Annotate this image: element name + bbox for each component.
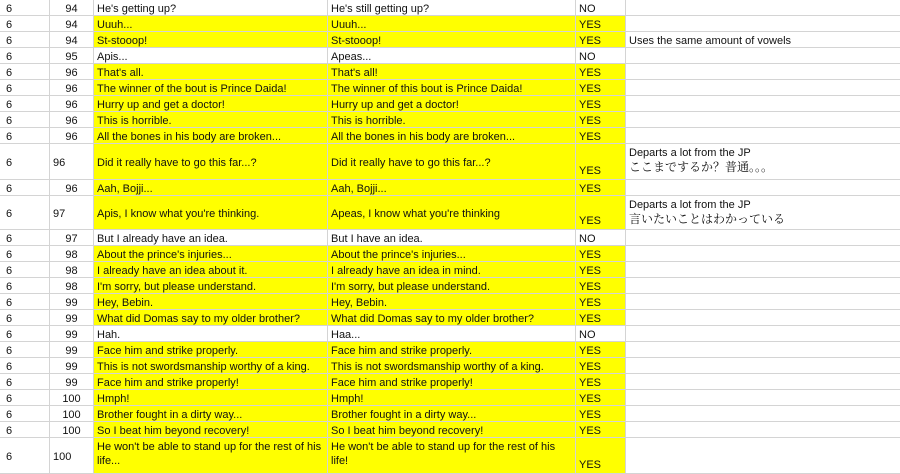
cell-revised-text[interactable]: St-stooop! [328, 32, 576, 47]
cell-episode[interactable]: 6 [0, 422, 50, 437]
cell-original-text[interactable]: Hey, Bebin. [94, 294, 328, 309]
cell-page[interactable]: 96 [50, 144, 94, 179]
cell-original-text[interactable]: Apis, I know what you're thinking. [94, 196, 328, 229]
cell-original-text[interactable]: That's all. [94, 64, 328, 79]
cell-episode[interactable]: 6 [0, 390, 50, 405]
cell-notes[interactable] [626, 406, 900, 421]
cell-original-text[interactable]: The winner of the bout is Prince Daida! [94, 80, 328, 95]
cell-page[interactable]: 98 [50, 262, 94, 277]
cell-page[interactable]: 96 [50, 180, 94, 195]
cell-match-flag[interactable]: YES [576, 374, 626, 389]
cell-notes[interactable] [626, 278, 900, 293]
sheet-row [0, 48, 900, 64]
cell-episode[interactable]: 6 [0, 310, 50, 325]
cell-revised-text[interactable]: He won't be able to stand up for the rest of his life! [328, 438, 576, 473]
sheet-row [0, 80, 900, 96]
cell-notes[interactable] [626, 294, 900, 309]
cell-episode[interactable]: 6 [0, 438, 50, 473]
note-line-jp: ここまでするか？普通。。。 [629, 160, 774, 174]
cell-match-flag[interactable]: YES [576, 246, 626, 261]
cell-match-flag[interactable]: YES [576, 96, 626, 111]
cell-page[interactable]: 100 [50, 390, 94, 405]
cell-episode[interactable]: 6 [0, 294, 50, 309]
cell-revised-text[interactable]: Aah, Bojji... [328, 180, 576, 195]
sheet-row [0, 0, 900, 16]
cell-original-text[interactable]: All the bones in his body are broken... [94, 128, 328, 143]
cell-notes[interactable] [626, 180, 900, 195]
cell-match-flag[interactable]: YES [576, 342, 626, 357]
cell-revised-text[interactable]: The winner of this bout is Prince Daida! [328, 80, 576, 95]
cell-episode[interactable]: 6 [0, 246, 50, 261]
cell-notes[interactable] [626, 196, 900, 229]
cell-match-flag[interactable]: NO [576, 48, 626, 63]
cell-match-flag[interactable]: YES [576, 310, 626, 325]
note-line: Departs a lot from the JP [629, 147, 751, 159]
cell-episode[interactable]: 6 [0, 278, 50, 293]
cell-notes[interactable] [626, 144, 900, 179]
cell-notes[interactable] [626, 310, 900, 325]
sheet-row [0, 358, 900, 374]
cell-match-flag[interactable]: YES [576, 438, 626, 473]
cell-notes[interactable] [626, 96, 900, 111]
cell-match-flag[interactable]: YES [576, 32, 626, 47]
sheet-row [0, 262, 900, 278]
cell-episode[interactable]: 6 [0, 64, 50, 79]
cell-revised-text[interactable]: Apeas, I know what you're thinking [328, 196, 576, 229]
cell-original-text[interactable]: But I already have an idea. [94, 230, 328, 245]
cell-episode[interactable]: 6 [0, 406, 50, 421]
cell-episode[interactable]: 6 [0, 112, 50, 127]
sheet-row [0, 230, 900, 246]
cell-episode[interactable]: 6 [0, 262, 50, 277]
sheet-row [0, 64, 900, 80]
cell-notes[interactable] [626, 374, 900, 389]
cell-revised-text[interactable]: He's still getting up? [328, 0, 576, 15]
cell-original-text[interactable]: I'm sorry, but please understand. [94, 278, 328, 293]
cell-original-text[interactable]: This is horrible. [94, 112, 328, 127]
sheet-row [0, 294, 900, 310]
cell-notes[interactable] [626, 342, 900, 357]
cell-match-flag[interactable]: YES [576, 406, 626, 421]
cell-episode[interactable]: 6 [0, 80, 50, 95]
cell-original-text[interactable]: He won't be able to stand up for the rest of his life... [94, 438, 328, 473]
cell-page[interactable]: 98 [50, 278, 94, 293]
cell-original-text[interactable]: This is not swordsmanship worthy of a king. [94, 358, 328, 373]
cell-revised-text[interactable]: So I beat him beyond recovery! [328, 422, 576, 437]
cell-revised-text[interactable]: What did Domas say to my older brother? [328, 310, 576, 325]
cell-notes[interactable] [626, 358, 900, 373]
sheet-row [0, 422, 900, 438]
cell-match-flag[interactable]: YES [576, 112, 626, 127]
cell-page[interactable]: 96 [50, 112, 94, 127]
sheet-row [0, 438, 900, 474]
cell-notes[interactable] [626, 112, 900, 127]
sheet-row [0, 342, 900, 358]
sheet-row [0, 310, 900, 326]
cell-match-flag[interactable]: YES [576, 16, 626, 31]
cell-original-text[interactable]: Face him and strike properly! [94, 374, 328, 389]
cell-page[interactable]: 95 [50, 48, 94, 63]
sheet-row [0, 96, 900, 112]
cell-original-text[interactable]: Hah. [94, 326, 328, 341]
sheet-row [0, 374, 900, 390]
cell-page[interactable]: 97 [50, 230, 94, 245]
cell-page[interactable]: 94 [50, 16, 94, 31]
cell-original-text[interactable]: Aah, Bojji... [94, 180, 328, 195]
cell-original-text[interactable]: Brother fought in a dirty way... [94, 406, 328, 421]
cell-original-text[interactable]: Hmph! [94, 390, 328, 405]
cell-notes[interactable] [626, 0, 900, 15]
sheet-row [0, 278, 900, 294]
cell-episode[interactable]: 6 [0, 342, 50, 357]
sheet-row [0, 112, 900, 128]
cell-episode[interactable]: 6 [0, 230, 50, 245]
cell-original-text[interactable]: I already have an idea about it. [94, 262, 328, 277]
cell-page[interactable]: 98 [50, 246, 94, 261]
sheet-row [0, 32, 900, 48]
cell-match-flag[interactable]: YES [576, 422, 626, 437]
cell-original-text[interactable]: About the prince's injuries... [94, 246, 328, 261]
cell-match-flag[interactable]: YES [576, 294, 626, 309]
cell-notes[interactable] [626, 326, 900, 341]
cell-original-text[interactable]: Hurry up and get a doctor! [94, 96, 328, 111]
cell-page[interactable]: 100 [50, 406, 94, 421]
cell-match-flag[interactable]: YES [576, 262, 626, 277]
cell-episode[interactable]: 6 [0, 48, 50, 63]
cell-notes[interactable] [626, 64, 900, 79]
sheet-row [0, 390, 900, 406]
cell-page[interactable]: 96 [50, 128, 94, 143]
cell-revised-text[interactable]: Did it really have to go this far...? [328, 144, 576, 179]
cell-revised-text[interactable]: This is horrible. [328, 112, 576, 127]
cell-revised-text[interactable]: But I have an idea. [328, 230, 576, 245]
cell-episode[interactable]: 6 [0, 196, 50, 229]
cell-revised-text[interactable]: Hmph! [328, 390, 576, 405]
cell-page[interactable]: 99 [50, 326, 94, 341]
cell-revised-text[interactable]: That's all! [328, 64, 576, 79]
cell-revised-text[interactable]: About the prince's injuries... [328, 246, 576, 261]
cell-revised-text[interactable]: I'm sorry, but please understand. [328, 278, 576, 293]
cell-notes[interactable] [626, 438, 900, 473]
cell-original-text[interactable]: Face him and strike properly. [94, 342, 328, 357]
cell-page[interactable]: 99 [50, 374, 94, 389]
cell-original-text[interactable]: Apis... [94, 48, 328, 63]
cell-revised-text[interactable]: This is not swordsmanship worthy of a king. [328, 358, 576, 373]
cell-match-flag[interactable]: NO [576, 326, 626, 341]
sheet-row [0, 196, 900, 230]
cell-match-flag[interactable]: YES [576, 80, 626, 95]
cell-revised-text[interactable]: I already have an idea in mind. [328, 262, 576, 277]
cell-revised-text[interactable]: Face him and strike properly! [328, 374, 576, 389]
cell-match-flag[interactable]: YES [576, 128, 626, 143]
sheet-row [0, 180, 900, 196]
cell-page[interactable]: 96 [50, 80, 94, 95]
cell-match-flag[interactable]: YES [576, 144, 626, 179]
cell-match-flag[interactable]: YES [576, 358, 626, 373]
cell-episode[interactable]: 6 [0, 16, 50, 31]
cell-notes[interactable] [626, 422, 900, 437]
cell-revised-text[interactable]: Uuuh... [328, 16, 576, 31]
cell-page[interactable]: 99 [50, 294, 94, 309]
cell-notes[interactable] [626, 16, 900, 31]
cell-page[interactable]: 99 [50, 358, 94, 373]
cell-page[interactable]: 97 [50, 196, 94, 229]
cell-match-flag[interactable]: YES [576, 278, 626, 293]
cell-match-flag[interactable]: YES [576, 390, 626, 405]
cell-notes[interactable] [626, 48, 900, 63]
cell-notes[interactable] [626, 230, 900, 245]
cell-page[interactable]: 99 [50, 310, 94, 325]
cell-original-text[interactable]: Uuuh... [94, 16, 328, 31]
sheet-row [0, 16, 900, 32]
cell-episode[interactable]: 6 [0, 374, 50, 389]
cell-episode[interactable]: 6 [0, 144, 50, 179]
cell-page[interactable]: 99 [50, 342, 94, 357]
cell-notes[interactable]: Uses the same amount of vowels [629, 35, 792, 47]
cell-page[interactable]: 96 [50, 64, 94, 79]
cell-original-text[interactable]: What did Domas say to my older brother? [94, 310, 328, 325]
cell-page[interactable]: 94 [50, 32, 94, 47]
cell-episode[interactable]: 6 [0, 0, 50, 15]
sheet-row [0, 246, 900, 262]
cell-original-text[interactable]: He's getting up? [94, 0, 328, 15]
cell-original-text[interactable]: So I beat him beyond recovery! [94, 422, 328, 437]
cell-page[interactable]: 100 [50, 422, 94, 437]
cell-revised-text[interactable]: Hey, Bebin. [328, 294, 576, 309]
cell-revised-text[interactable]: Apeas... [328, 48, 576, 63]
cell-revised-text[interactable]: Haa... [328, 326, 576, 341]
cell-original-text[interactable]: St-stooop! [94, 32, 328, 47]
cell-match-flag[interactable]: YES [576, 196, 626, 229]
cell-notes[interactable] [626, 80, 900, 95]
cell-match-flag[interactable]: YES [576, 64, 626, 79]
cell-match-flag[interactable]: NO [576, 230, 626, 245]
cell-revised-text[interactable]: All the bones in his body are broken... [328, 128, 576, 143]
cell-notes[interactable] [626, 128, 900, 143]
cell-page[interactable]: 100 [50, 438, 94, 473]
note-line-jp: 言いたいことはわかっている [629, 212, 786, 226]
cell-revised-text[interactable]: Face him and strike properly. [328, 342, 576, 357]
cell-episode[interactable]: 6 [0, 180, 50, 195]
sheet-row [0, 128, 900, 144]
cell-notes[interactable] [626, 246, 900, 261]
cell-episode[interactable]: 6 [0, 326, 50, 341]
cell-match-flag[interactable]: YES [576, 180, 626, 195]
cell-revised-text[interactable]: Hurry up and get a doctor! [328, 96, 576, 111]
note-line: Departs a lot from the JP [629, 199, 751, 211]
cell-notes[interactable] [626, 390, 900, 405]
cell-match-flag[interactable]: NO [576, 0, 626, 15]
cell-page[interactable]: 94 [50, 0, 94, 15]
sheet-row [0, 406, 900, 422]
sheet-row [0, 144, 900, 180]
cell-page[interactable]: 96 [50, 96, 94, 111]
cell-original-text[interactable]: Did it really have to go this far...? [94, 144, 328, 179]
cell-notes[interactable] [626, 262, 900, 277]
cell-episode[interactable]: 6 [0, 96, 50, 111]
cell-episode[interactable]: 6 [0, 128, 50, 143]
cell-revised-text[interactable]: Brother fought in a dirty way... [328, 406, 576, 421]
sheet-row [0, 326, 900, 342]
cell-episode[interactable]: 6 [0, 358, 50, 373]
cell-episode[interactable]: 6 [0, 32, 50, 47]
